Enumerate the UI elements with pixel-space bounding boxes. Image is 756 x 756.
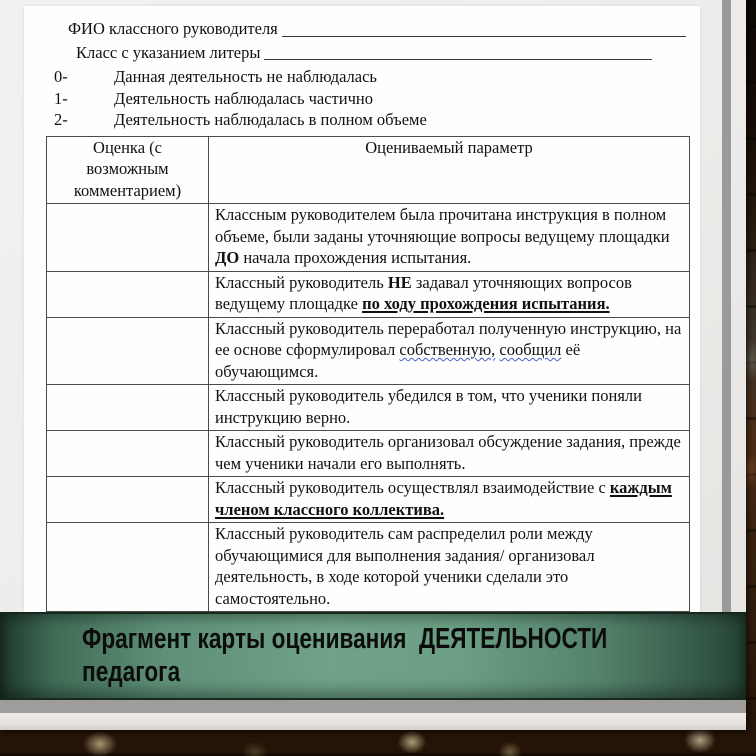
table-row: [47, 477, 690, 523]
score-column-header: Оценка (с возможным комментарием): [47, 136, 209, 204]
parameter-cell: Классный руководитель убедился в том, что ученики поняли инструкцию верно.: [209, 385, 690, 431]
caption-banner: [0, 612, 746, 700]
assessment-table: [46, 136, 690, 613]
class-line: [76, 42, 652, 64]
parameter-column-header: Оцениваемый параметр: [209, 136, 690, 204]
table-row: [47, 271, 690, 317]
rating-description: Данная деятельность не наблюдалась: [114, 67, 377, 86]
score-cell: [47, 523, 209, 612]
parameter-cell: Классный руководитель осуществлял взаимодействие с каждым членом классного коллектива.: [209, 477, 690, 523]
rating-code: 1-: [54, 88, 68, 108]
parameter-cell: Классный руководитель организовал обсуждение задания, прежде чем ученики начали его выполнять.: [209, 431, 690, 477]
rating-scale-item: [54, 88, 700, 110]
table-row: [47, 385, 690, 431]
slide-bottom-edge: [0, 713, 746, 730]
assessment-table-body: [47, 204, 690, 612]
table-header-row: [47, 136, 690, 204]
score-cell: [47, 431, 209, 477]
table-row: [47, 204, 690, 272]
score-cell: [47, 271, 209, 317]
score-cell: [47, 477, 209, 523]
slide-edge-stripe: [722, 0, 731, 713]
class-label: Класс с указанием литеры: [76, 42, 261, 62]
table-row: [47, 431, 690, 477]
parameter-cell: Классный руководитель НЕ задавал уточняющих вопросов ведущему площадке по ходу прохождения испытания.: [209, 271, 690, 317]
score-cell: [47, 317, 209, 385]
fio-line: [68, 18, 686, 40]
parameter-cell: Классный руководитель сам распределил роли между обучающимися для выполнения задания/ организовал деятельность, в ходе которой ученики сделали это самостоятельно.: [209, 523, 690, 612]
table-row: [47, 317, 690, 385]
parameter-cell: Классным руководителем была прочитана инструкция в полном объеме, были заданы уточняющие вопросы ведущему площадки ДО начала прохождения испытания.: [209, 204, 690, 272]
rating-scale-item: [54, 109, 700, 131]
table-row: [47, 523, 690, 612]
rating-description: Деятельность наблюдалась в полном объеме: [114, 110, 427, 129]
score-cell: [47, 204, 209, 272]
fio-label: ФИО классного руководителя: [68, 19, 278, 38]
rating-scale: [54, 66, 700, 131]
class-blank-underline: [264, 59, 652, 60]
rating-code: 0-: [54, 67, 68, 86]
banner-shadow-band: [0, 700, 746, 713]
caption-banner-title: Фрагмент карты оценивания ДЕЯТЕЛЬНОСТИ педагога: [82, 623, 614, 688]
rating-code: 2-: [54, 110, 68, 129]
rating-scale-item: [54, 66, 700, 88]
parameter-cell: Классный руководитель переработал полученную инструкцию, на ее основе сформулировал собственную, сообщил её обучающимся.: [209, 317, 690, 385]
document-header: [24, 6, 700, 131]
score-cell: [47, 385, 209, 431]
fio-blank-underline: [282, 36, 686, 37]
document-sheet: [24, 6, 700, 612]
rating-description: Деятельность наблюдалась частично: [114, 88, 373, 108]
